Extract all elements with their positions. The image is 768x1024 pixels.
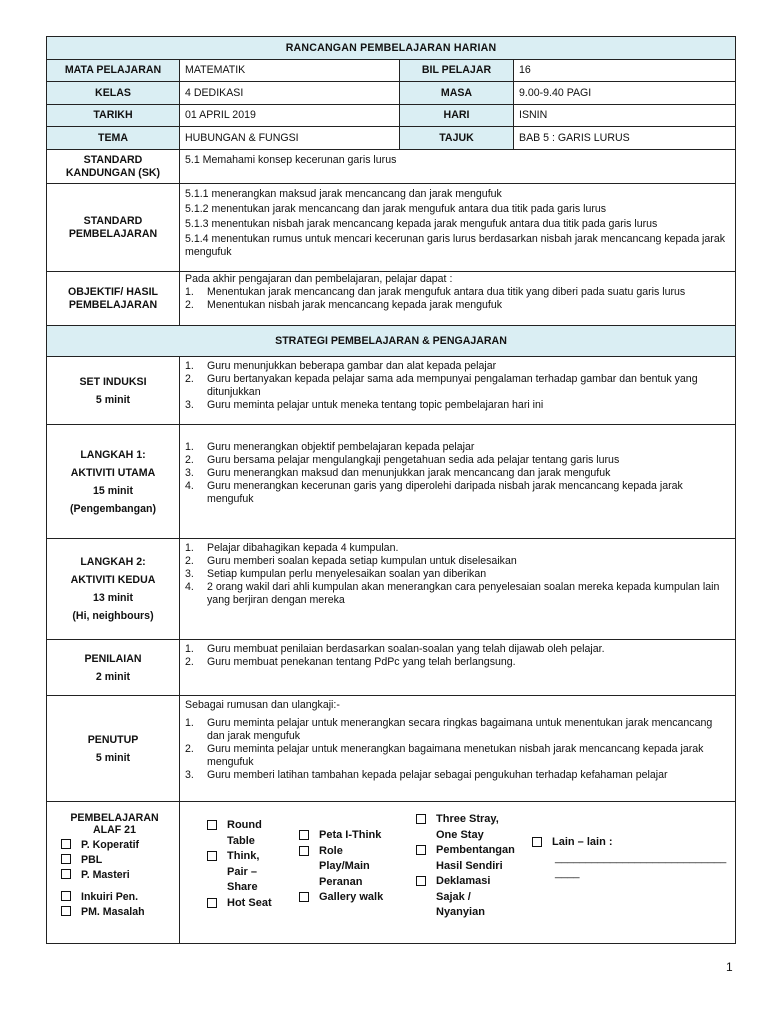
option-inkuiri[interactable]: Inkuiri Pen. xyxy=(61,890,174,905)
set-induksi-list xyxy=(185,360,730,412)
option-gallery-walk[interactable]: Gallery walk xyxy=(299,890,389,906)
tema-label: TEMA xyxy=(47,127,180,150)
tarikh-value: 01 APRIL 2019 xyxy=(180,105,400,127)
penilaian-content xyxy=(180,640,736,696)
penutup-label: PENUTUP 5 minit xyxy=(47,696,180,802)
checkbox-icon[interactable] xyxy=(61,906,71,916)
checkbox-icon[interactable] xyxy=(416,845,426,855)
bil-pelajar-label: BIL PELAJAR xyxy=(400,60,514,82)
alaf21-col4 xyxy=(532,835,732,881)
set-induksi-content xyxy=(180,357,736,425)
tajuk-label: TAJUK xyxy=(400,127,514,150)
option-role-play[interactable]: Role Play/Main Peranan xyxy=(299,844,389,891)
sp-item: 5.1.3 menentukan nisbah jarak mencancang kepada jarak mengufuk antara dua titik pada garis lurus xyxy=(185,218,658,230)
list-item: 3. Guru memberi latihan tambahan kepada pelajar sebagai pengukuhan terhadap kefahaman pelajar xyxy=(185,769,668,781)
page-title: RANCANGAN PEMBELAJARAN HARIAN xyxy=(47,37,736,60)
option-pembentangan[interactable]: Pembentangan Hasil Sendiri xyxy=(416,843,516,874)
option-think-pair-share[interactable]: Think, Pair – Share xyxy=(207,849,277,896)
objektif-label: OBJEKTIF/ HASIL PEMBELAJARAN xyxy=(47,272,180,326)
option-three-stray[interactable]: Three Stray, One Stay xyxy=(416,812,516,843)
list-item: 2. Guru bersama pelajar mengulangkaji pengetahuan sedia ada pelajar tentang garis lurus xyxy=(185,454,620,466)
option-koperatif[interactable]: P. Koperatif xyxy=(61,838,174,853)
list-item: 1. Guru menerangkan objektif pembelajaran kepada pelajar xyxy=(185,441,475,453)
sp-item: 5.1.2 menentukan jarak mencancang dan jarak mengufuk antara dua titik pada garis lurus xyxy=(185,203,607,215)
masa-label: MASA xyxy=(400,82,514,105)
sp-item: 5.1.1 menerangkan maksud jarak mencancang dan jarak mengufuk xyxy=(185,188,502,200)
objektif-list xyxy=(185,286,730,312)
checkbox-icon[interactable] xyxy=(207,898,217,908)
alaf21-left-options xyxy=(55,838,174,920)
alaf21-options xyxy=(180,802,736,944)
alaf21-label-cell xyxy=(47,802,180,944)
alaf21-col1 xyxy=(207,818,277,911)
checkbox-icon[interactable] xyxy=(207,820,217,830)
mata-pelajaran-value: MATEMATIK xyxy=(180,60,400,82)
hari-label: HARI xyxy=(400,105,514,127)
list-item: 4. 2 orang wakil dari ahli kumpulan akan menerangkan cara penyelesaian soalan mereka kepada kumpulan lain yang berjiran dengan mereka xyxy=(185,581,720,606)
checkbox-icon[interactable] xyxy=(299,846,309,856)
list-item: 1. Guru membuat penilaian berdasarkan soalan-soalan yang telah dijawab oleh pelajar. xyxy=(185,643,605,655)
option-hot-seat[interactable]: Hot Seat xyxy=(207,896,277,912)
checkbox-icon[interactable] xyxy=(532,837,542,847)
mata-pelajaran-label: MATA PELAJARAN xyxy=(47,60,180,82)
checkbox-icon[interactable] xyxy=(299,830,309,840)
langkah1-label: LANGKAH 1: AKTIVITI UTAMA 15 minit (Pengembangan) xyxy=(47,425,180,539)
penutup-intro: Sebagai rumusan dan ulangkaji:- xyxy=(185,699,340,711)
option-peta-i-think[interactable]: Peta I-Think xyxy=(299,828,389,844)
list-item: 1. Menentukan jarak mencancang dan jarak mengufuk antara dua titik yang diberi pada suatu garis lurus xyxy=(185,286,686,298)
bil-pelajar-value: 16 xyxy=(514,60,736,82)
option-round-table[interactable]: Round Table xyxy=(207,818,277,849)
sk-label: STANDARD KANDUNGAN (SK) xyxy=(47,150,180,184)
option-lain-lain[interactable]: Lain – lain : xyxy=(532,835,732,851)
penutup-list xyxy=(185,717,730,782)
option-pm-masalah[interactable]: PM. Masalah xyxy=(61,905,174,920)
alaf21-col2 xyxy=(299,828,389,906)
list-item: 3. Guru meminta pelajar untuk meneka tentang topic pembelajaran hari ini xyxy=(185,399,544,411)
page-number: 1 xyxy=(726,960,733,974)
checkbox-icon[interactable] xyxy=(299,892,309,902)
list-item: 1. Guru menunjukkan beberapa gambar dan alat kepada pelajar xyxy=(185,360,497,372)
tema-value: HUBUNGAN & FUNGSI xyxy=(180,127,400,150)
penutup-content xyxy=(180,696,736,802)
checkbox-icon[interactable] xyxy=(61,891,71,901)
list-item: 3. Guru menerangkan maksud dan menunjukkan jarak mencancang dan jarak mengufuk xyxy=(185,467,611,479)
kelas-value: 4 DEDIKASI xyxy=(180,82,400,105)
langkah1-list xyxy=(185,441,730,506)
checkbox-icon[interactable] xyxy=(416,876,426,886)
checkbox-icon[interactable] xyxy=(61,854,71,864)
langkah2-list xyxy=(185,542,730,607)
set-induksi-label: SET INDUKSI 5 minit xyxy=(47,357,180,425)
list-item: 2. Menentukan nisbah jarak mencancang kepada jarak mengufuk xyxy=(185,299,503,311)
sk-value: 5.1 Memahami konsep kecerunan garis lurus xyxy=(180,150,736,184)
list-item: 1. Guru meminta pelajar untuk menerangkan secara ringkas bagaimana untuk menentukan jarak mencancang dan jarak mengufuk xyxy=(185,717,713,742)
sp-list xyxy=(180,184,736,272)
alaf21-col3 xyxy=(416,812,516,921)
objektif-intro: Pada akhir pengajaran dan pembelajaran, pelajar dapat : xyxy=(185,273,453,285)
option-pbl[interactable]: PBL xyxy=(61,853,174,868)
list-item: 2. Guru membuat penekanan tentang PdPc yang telah berlangsung. xyxy=(185,656,516,668)
lesson-plan-table xyxy=(46,36,736,944)
sp-item: 5.1.4 menentukan rumus untuk mencari kecerunan garis lurus berdasarkan nisbah jarak mencancang kepada jarak mengufuk xyxy=(185,233,726,258)
penilaian-label: PENILAIAN 2 minit xyxy=(47,640,180,696)
strategi-heading: STRATEGI PEMBELAJARAN & PENGAJARAN xyxy=(47,326,736,357)
list-item: 2. Guru memberi soalan kepada setiap kumpulan untuk diselesaikan xyxy=(185,555,517,567)
list-item: 2. Guru bertanyakan kepada pelajar sama ada mempunyai pengalaman terhadap gambar dan bentuk yang ditunjukkan xyxy=(185,373,698,398)
langkah1-content xyxy=(180,425,736,539)
kelas-label: KELAS xyxy=(47,82,180,105)
langkah2-content xyxy=(180,539,736,640)
checkbox-icon[interactable] xyxy=(416,814,426,824)
hari-value: ISNIN xyxy=(514,105,736,127)
penilaian-list xyxy=(185,643,730,669)
objektif-content xyxy=(180,272,736,326)
alaf21-label: PEMBELAJARAN ALAF 21 xyxy=(70,812,159,836)
option-deklamasi[interactable]: Deklamasi Sajak / Nyanyian xyxy=(416,874,516,921)
masa-value: 9.00-9.40 PAGI xyxy=(514,82,736,105)
tajuk-value: BAB 5 : GARIS LURUS xyxy=(514,127,736,150)
tarikh-label: TARIKH xyxy=(47,105,180,127)
list-item: 3. Setiap kumpulan perlu menyelesaikan soalan yan diberikan xyxy=(185,568,487,580)
checkbox-icon[interactable] xyxy=(61,869,71,879)
list-item: 4. Guru menerangkan kecerunan garis yang diperolehi daripada nisbah jarak mencancang kepada jarak mengufuk xyxy=(185,480,683,505)
checkbox-icon[interactable] xyxy=(207,851,217,861)
sp-label: STANDARD PEMBELAJARAN xyxy=(47,184,180,272)
langkah2-label: LANGKAH 2: AKTIVITI KEDUA 13 minit (Hi, neighbours) xyxy=(47,539,180,640)
lain-lain-field[interactable]: ________________________________ xyxy=(555,851,727,879)
list-item: 1. Pelajar dibahagikan kepada 4 kumpulan. xyxy=(185,542,399,554)
checkbox-icon[interactable] xyxy=(61,839,71,849)
option-masteri[interactable]: P. Masteri xyxy=(61,868,174,883)
list-item: 2. Guru meminta pelajar untuk menerangkan bagaimana menetukan nisbah jarak mencancang kepada jarak mengufuk xyxy=(185,743,704,768)
